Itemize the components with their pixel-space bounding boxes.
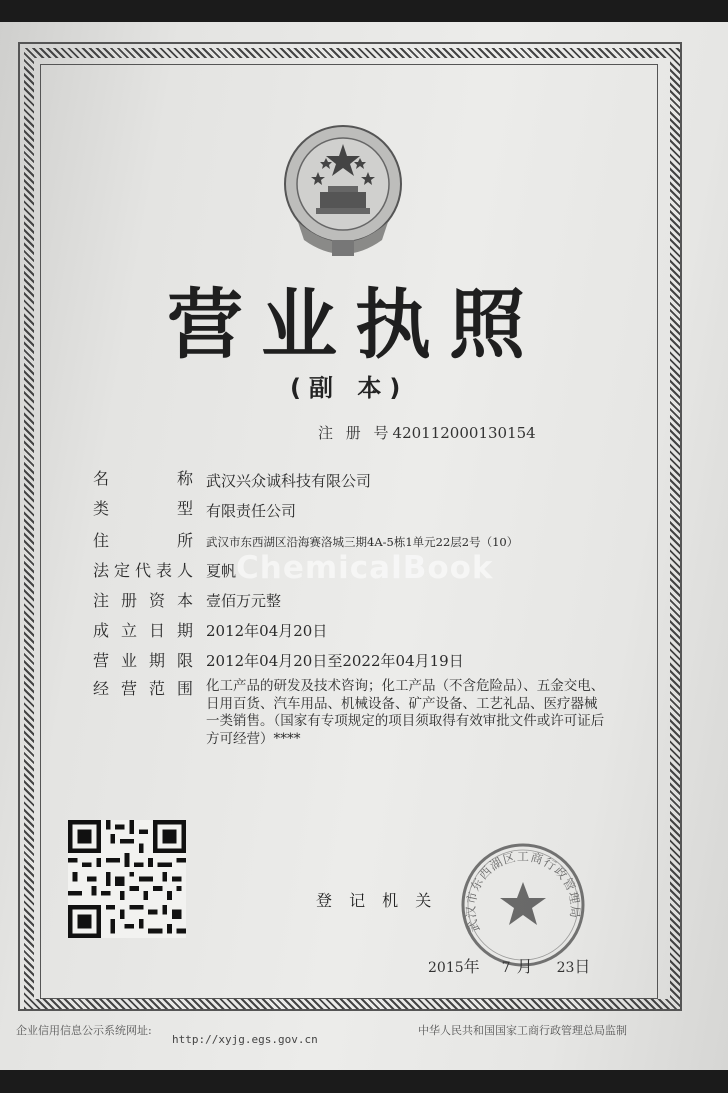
- field-value-type: 有限责任公司: [206, 502, 297, 520]
- field-value-established: 2012年04月20日: [206, 622, 328, 640]
- field-label-established: [93, 618, 193, 641]
- field-value-term: 2012年04月20日至2022年04月19日: [206, 652, 464, 670]
- reg-number-value: 420112000130154: [392, 424, 536, 442]
- label-char: 注: [93, 591, 110, 610]
- national-emblem-icon: [278, 122, 408, 260]
- field-label-address: [93, 528, 193, 551]
- label-char: 立: [120, 621, 137, 640]
- field-value-capital: 壹佰万元整: [206, 592, 282, 610]
- footer-system-label: 企业信用信息公示系统网址:: [16, 1024, 152, 1037]
- label-char: 资: [148, 591, 165, 610]
- field-label-term: [93, 648, 193, 671]
- field-label-name: [93, 466, 193, 489]
- registration-authority-label: 登 记 机 关: [316, 891, 438, 910]
- label-char: 范: [148, 679, 165, 698]
- watermark: ChemicalBook: [236, 550, 494, 586]
- reg-number-label: 注 册 号: [318, 424, 393, 442]
- official-seal-icon: [458, 840, 588, 970]
- label-char: 期: [148, 651, 165, 670]
- label-char: 业: [120, 651, 137, 670]
- field-value-address: 武汉市东西湖区沿海赛洛城三期4A-5栋1单元22层2号（10）: [206, 535, 519, 549]
- svg-text:武汉市东西湖区工商行政管理局: 武汉市东西湖区工商行政管理局: [463, 849, 583, 934]
- issue-day: 23: [556, 960, 575, 976]
- label-char: 营: [120, 679, 137, 698]
- label-char: 型: [176, 499, 193, 518]
- field-value-name: 武汉兴众诚科技有限公司: [206, 472, 372, 490]
- label-char: 营: [93, 651, 110, 670]
- issue-date: [428, 954, 590, 977]
- year-unit: 年: [463, 957, 480, 976]
- qr-code-icon: [66, 820, 188, 938]
- label-char: 所: [176, 531, 193, 550]
- label-char: 代: [134, 561, 151, 580]
- label-char: 经: [93, 679, 110, 698]
- issue-month: 7: [501, 960, 511, 976]
- label-char: 名: [93, 469, 110, 488]
- field-label-capital: [93, 588, 193, 611]
- label-char: 法: [93, 561, 110, 580]
- document-title: 营业执照: [167, 280, 543, 369]
- field-label-scope: [93, 676, 193, 699]
- field-label-type: [93, 496, 193, 519]
- label-char: 围: [176, 679, 193, 698]
- label-char: 期: [176, 621, 193, 640]
- label-char: 日: [148, 621, 165, 640]
- label-char: 成: [93, 621, 110, 640]
- month-unit: 月: [516, 957, 533, 976]
- label-char: 表: [155, 561, 172, 580]
- label-char: 住: [93, 531, 110, 550]
- label-char: 定: [113, 561, 130, 580]
- day-unit: 日: [574, 957, 591, 976]
- field-label-legal-rep: [93, 558, 193, 581]
- label-char: 称: [176, 469, 193, 488]
- label-char: 限: [176, 651, 193, 670]
- label-char: 本: [176, 591, 193, 610]
- label-char: 册: [120, 591, 137, 610]
- label-char: 类: [93, 499, 110, 518]
- registration-number: [318, 422, 536, 443]
- field-value-scope: 化工产品的研发及技术咨询；化工产品（不含危险品）、五金交电、日用百货、汽车用品、机械设备、矿产设备、工艺礼品、医疗器械一类销售。（国家有专项规定的项目须取得有效审批文件或许可证后方可经营）****: [206, 678, 605, 747]
- label-char: 人: [176, 561, 193, 580]
- field-value-legal-rep: 夏帆: [206, 562, 237, 580]
- license-paper: [0, 22, 728, 1070]
- footer-issuer: 中华人民共和国国家工商行政管理总局监制: [418, 1024, 627, 1037]
- issue-year: 2015: [428, 960, 464, 976]
- footer-url: http://xyjg.egs.gov.cn: [172, 1033, 318, 1046]
- document-subtitle: (副 本): [290, 374, 409, 402]
